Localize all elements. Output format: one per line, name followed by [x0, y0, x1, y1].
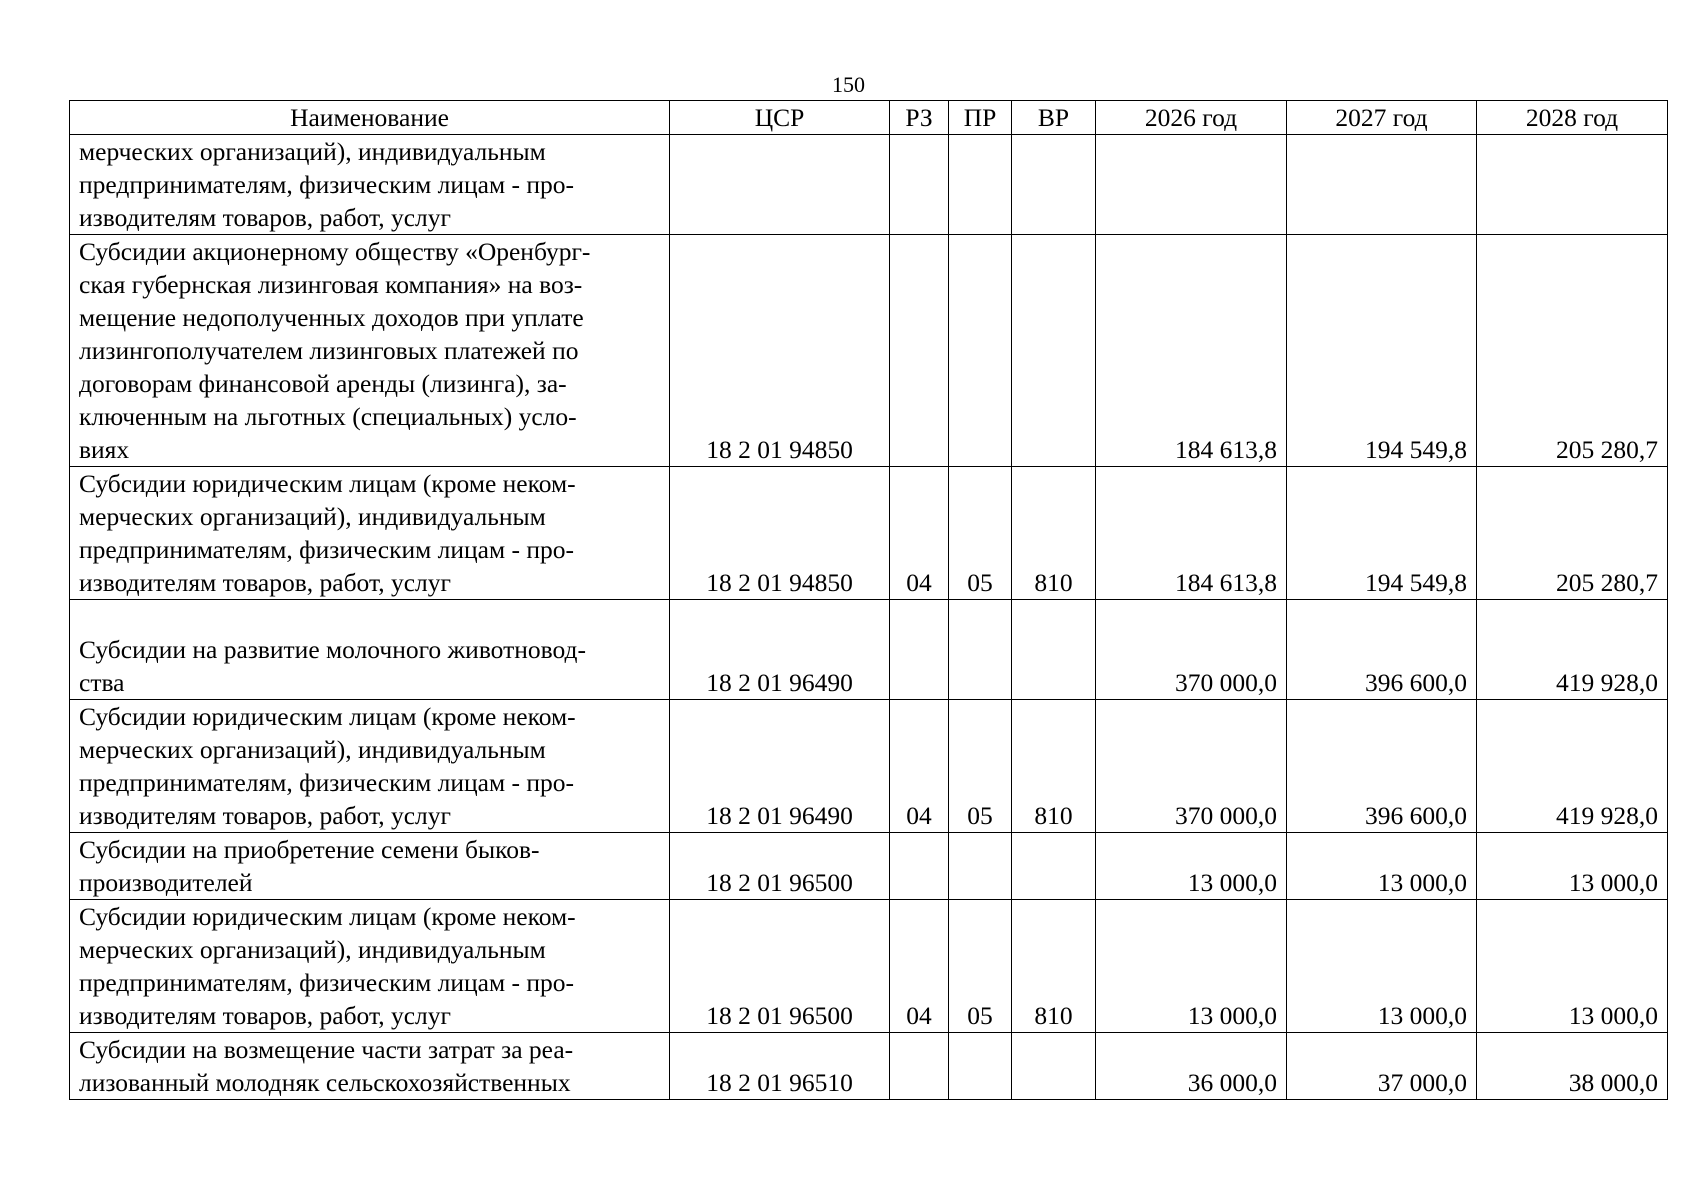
- cell-rz: 04: [890, 700, 949, 833]
- cell-rz: [890, 235, 949, 467]
- header-csr: ЦСР: [670, 101, 890, 135]
- table-body: [70, 135, 1668, 1100]
- cell-vr: 810: [1012, 700, 1096, 833]
- table-row: [70, 135, 1668, 235]
- cell-y2028: 13 000,0: [1477, 833, 1668, 900]
- name-line: производителей: [79, 868, 253, 897]
- name-line: Субсидии акционерному обществу «Оренбург-: [79, 237, 591, 266]
- cell-name: [70, 467, 670, 600]
- cell-y2026: 13 000,0: [1096, 900, 1287, 1033]
- name-line: ства: [79, 668, 125, 697]
- cell-name: [70, 235, 670, 467]
- cell-pr: 05: [949, 467, 1012, 600]
- cell-y2026: 36 000,0: [1096, 1033, 1287, 1100]
- table-row: [70, 700, 1668, 833]
- cell-csr: 18 2 01 96500: [670, 900, 890, 1033]
- cell-y2028: 205 280,7: [1477, 467, 1668, 600]
- cell-y2028: 419 928,0: [1477, 700, 1668, 833]
- cell-y2027: [1287, 135, 1477, 235]
- cell-pr: 05: [949, 700, 1012, 833]
- cell-y2028: [1477, 135, 1668, 235]
- cell-pr: [949, 235, 1012, 467]
- budget-table: [69, 100, 1668, 1100]
- name-line: мерческих организаций), индивидуальным: [79, 502, 546, 531]
- cell-csr: 18 2 01 94850: [670, 467, 890, 600]
- name-line: договорам финансовой аренды (лизинга), за-: [79, 369, 567, 398]
- cell-csr: 18 2 01 94850: [670, 235, 890, 467]
- cell-y2026: 184 613,8: [1096, 467, 1287, 600]
- header-pr: ПР: [949, 101, 1012, 135]
- name-line: Субсидии юридическим лицам (кроме неком-: [79, 902, 576, 931]
- cell-vr: 810: [1012, 900, 1096, 1033]
- name-line: Субсидии юридическим лицам (кроме неком-: [79, 469, 576, 498]
- cell-csr: [670, 135, 890, 235]
- name-line: Субсидии на развитие молочного животновод-: [79, 635, 586, 664]
- name-line: предпринимателям, физическим лицам - про-: [79, 535, 574, 564]
- name-line: изводителям товаров, работ, услуг: [79, 568, 451, 597]
- header-rz: РЗ: [890, 101, 949, 135]
- header-2027: 2027 год: [1287, 101, 1477, 135]
- name-line: виях: [79, 435, 130, 464]
- cell-vr: [1012, 135, 1096, 235]
- name-line: предпринимателям, физическим лицам - про-: [79, 768, 574, 797]
- name-line: предпринимателям, физическим лицам - про-: [79, 968, 574, 997]
- cell-y2027: 13 000,0: [1287, 900, 1477, 1033]
- table-row: [70, 1033, 1668, 1100]
- cell-y2027: 396 600,0: [1287, 600, 1477, 700]
- cell-name: [70, 135, 670, 235]
- cell-y2027: 13 000,0: [1287, 833, 1477, 900]
- table-row: [70, 235, 1668, 467]
- cell-rz: [890, 600, 949, 700]
- cell-y2026: 370 000,0: [1096, 700, 1287, 833]
- cell-rz: [890, 1033, 949, 1100]
- header-2026: 2026 год: [1096, 101, 1287, 135]
- cell-pr: [949, 135, 1012, 235]
- name-line: ская губернская лизинговая компания» на воз-: [79, 270, 583, 299]
- cell-y2027: 194 549,8: [1287, 467, 1477, 600]
- cell-vr: [1012, 235, 1096, 467]
- name-line: мещение недополученных доходов при уплате: [79, 303, 584, 332]
- name-line: мерческих организаций), индивидуальным: [79, 735, 546, 764]
- name-line: мерческих организаций), индивидуальным: [79, 935, 546, 964]
- cell-csr: 18 2 01 96500: [670, 833, 890, 900]
- name-line: Субсидии на приобретение семени быков-: [79, 835, 540, 864]
- table-header-row: [70, 101, 1668, 135]
- cell-vr: [1012, 1033, 1096, 1100]
- cell-rz: [890, 833, 949, 900]
- cell-y2026: 370 000,0: [1096, 600, 1287, 700]
- cell-csr: 18 2 01 96510: [670, 1033, 890, 1100]
- cell-pr: 05: [949, 900, 1012, 1033]
- cell-y2027: 396 600,0: [1287, 700, 1477, 833]
- cell-y2028: 205 280,7: [1477, 235, 1668, 467]
- cell-y2027: 37 000,0: [1287, 1033, 1477, 1100]
- cell-y2027: 194 549,8: [1287, 235, 1477, 467]
- cell-y2028: 13 000,0: [1477, 900, 1668, 1033]
- header-name: Наименование: [70, 101, 670, 135]
- name-line: мерческих организаций), индивидуальным: [79, 137, 546, 166]
- table-row: [70, 600, 1668, 700]
- cell-csr: 18 2 01 96490: [670, 700, 890, 833]
- table-row: [70, 833, 1668, 900]
- cell-rz: 04: [890, 467, 949, 600]
- header-vr: ВР: [1012, 101, 1096, 135]
- name-line: лизингополучателем лизинговых платежей по: [79, 336, 579, 365]
- cell-vr: [1012, 833, 1096, 900]
- name-line: изводителям товаров, работ, услуг: [79, 203, 451, 232]
- name-line: Субсидии на возмещение части затрат за реа-: [79, 1035, 574, 1064]
- cell-y2028: 419 928,0: [1477, 600, 1668, 700]
- cell-pr: [949, 1033, 1012, 1100]
- cell-name: [70, 833, 670, 900]
- page-number: 150: [832, 72, 865, 97]
- cell-y2026: [1096, 135, 1287, 235]
- cell-pr: [949, 600, 1012, 700]
- name-line: [79, 600, 660, 633]
- cell-rz: 04: [890, 900, 949, 1033]
- cell-pr: [949, 833, 1012, 900]
- name-line: предпринимателям, физическим лицам - про-: [79, 170, 574, 199]
- cell-y2028: 38 000,0: [1477, 1033, 1668, 1100]
- cell-name: [70, 700, 670, 833]
- name-line: лизованный молодняк сельскохозяйственных: [79, 1068, 571, 1097]
- cell-vr: 810: [1012, 467, 1096, 600]
- cell-y2026: 13 000,0: [1096, 833, 1287, 900]
- cell-rz: [890, 135, 949, 235]
- name-line: изводителям товаров, работ, услуг: [79, 801, 451, 830]
- name-line: Субсидии юридическим лицам (кроме неком-: [79, 702, 576, 731]
- name-line: ключенным на льготных (специальных) усло-: [79, 402, 577, 431]
- name-line: изводителям товаров, работ, услуг: [79, 1001, 451, 1030]
- cell-y2026: 184 613,8: [1096, 235, 1287, 467]
- header-2028: 2028 год: [1477, 101, 1668, 135]
- table-row: [70, 900, 1668, 1033]
- cell-name: [70, 600, 670, 700]
- cell-vr: [1012, 600, 1096, 700]
- cell-name: [70, 900, 670, 1033]
- table-row: [70, 467, 1668, 600]
- cell-csr: 18 2 01 96490: [670, 600, 890, 700]
- cell-name: [70, 1033, 670, 1100]
